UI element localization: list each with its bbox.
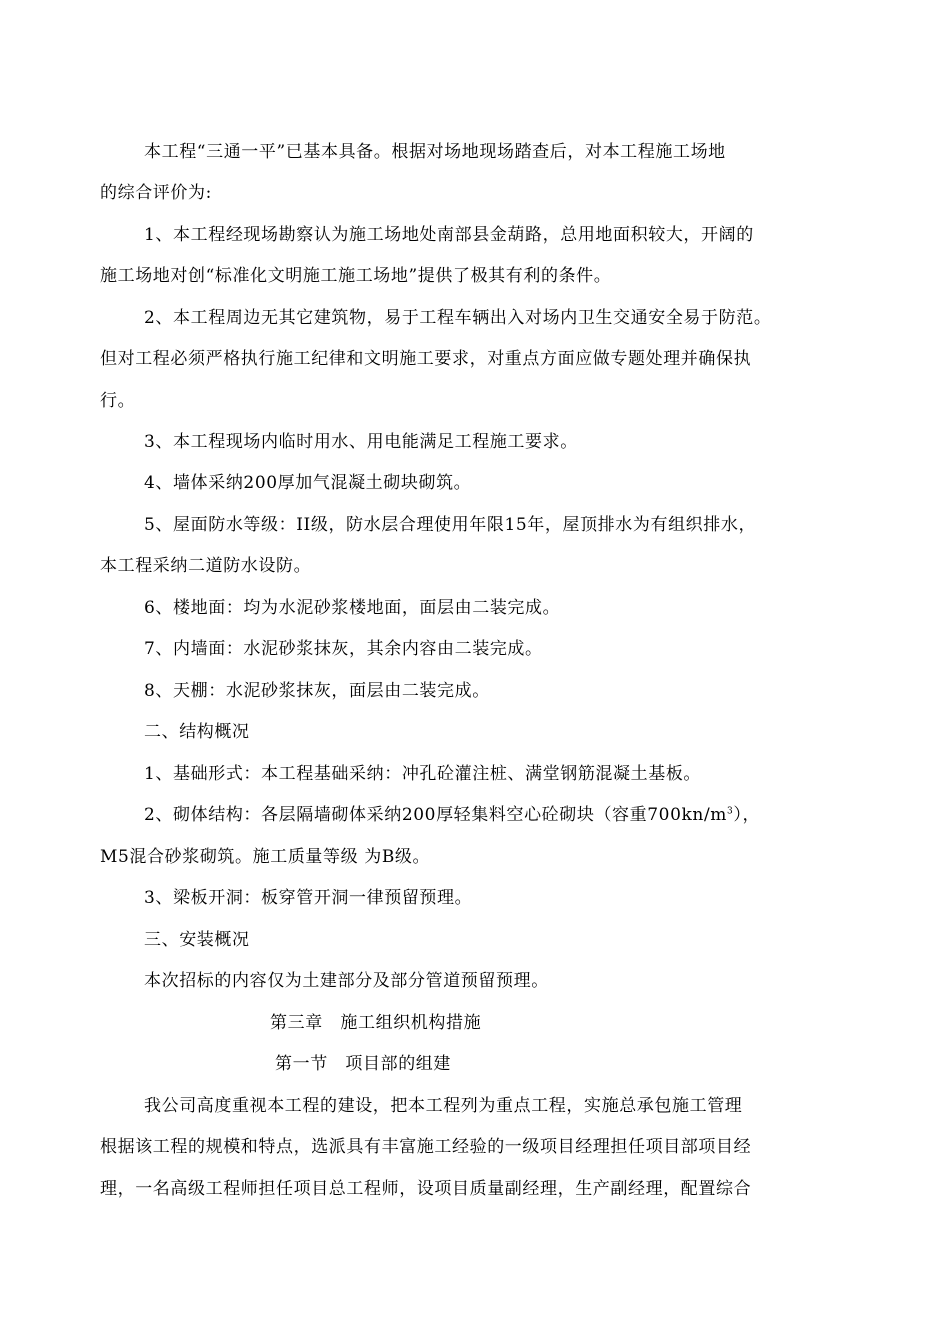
- paragraph-line: 行。: [100, 391, 136, 411]
- paragraph-line: 本工程采纳二道防水设防。: [100, 556, 312, 576]
- paragraph-line: 但对工程必须严格执行施工纪律和文明施工要求，对重点方面应做专题处理并确保执: [100, 349, 752, 369]
- superscript: 3: [727, 806, 734, 817]
- paragraph-line: 本工程“三通一平”已基本具备。根据对场地现场踏查后，对本工程施工场地: [144, 142, 726, 162]
- paragraph-line: 1、基础形式：本工程基础采纳：冲孔砼灌注桩、满堂钢筋混凝土基板。: [144, 764, 702, 784]
- paragraph-line: 1、本工程经现场勘察认为施工场地处南部县金葫路，总用地面积较大，开阔的: [144, 225, 754, 245]
- paragraph-line: 我公司高度重视本工程的建设，把本工程列为重点工程，实施总承包施工管理: [144, 1096, 743, 1116]
- section-title: 第一节 项目部的组建: [275, 1054, 451, 1074]
- paragraph-line: 施工场地对创“标准化文明施工施工场地”提供了极其有利的条件。: [100, 266, 612, 286]
- paragraph-line: M5混合砂浆砌筑。施工质量等级 为B级。: [100, 847, 431, 867]
- paragraph-line: 理，一名高级工程师担任项目总工程师，设项目质量副经理，生产副经理，配置综合: [100, 1179, 752, 1199]
- paragraph-line: 根据该工程的规模和特点，选派具有丰富施工经验的一级项目经理担任项目部项目经: [100, 1137, 752, 1157]
- chapter-heading: 第三章 施工组织机构措施: [270, 1013, 482, 1033]
- paragraph-line: [144, 803, 830, 827]
- paragraph-line: 7、内墙面：水泥砂浆抹灰，其余内容由二装完成。: [144, 639, 543, 659]
- section-heading: 三、安装概况: [144, 930, 250, 950]
- paragraph-line: 6、楼地面：均为水泥砂浆楼地面，面层由二装完成。: [144, 598, 561, 618]
- paragraph-line: 5、屋面防水等级：II级，防水层合理使用年限15年，屋顶排水为有组织排水，: [144, 515, 757, 535]
- paragraph-line: 4、墙体采纳200厚加气混凝土砌块砌筑。: [144, 473, 472, 493]
- paragraph-line: 本次招标的内容仅为土建部分及部分管道预留预理。: [144, 971, 549, 991]
- paragraph-line: 8、天棚：水泥砂浆抹灰，面层由二装完成。: [144, 681, 490, 701]
- line-text: 2、砌体结构：各层隔墙砌体采纳200厚轻集料空心砼砌块（容重700kn/m: [144, 805, 728, 825]
- line-text-tail: ），: [733, 805, 761, 825]
- paragraph-line: 的综合评价为:: [100, 183, 212, 203]
- paragraph-line: 2、本工程周边无其它建筑物，易于工程车辆出入对场内卫生交通安全易于防范。: [144, 308, 772, 328]
- paragraph-line: 3、本工程现场内临时用水、用电能满足工程施工要求。: [144, 432, 578, 452]
- section-heading: 二、结构概况: [144, 722, 250, 742]
- paragraph-line: 3、梁板开洞：板穿管开洞一律预留预理。: [144, 888, 473, 908]
